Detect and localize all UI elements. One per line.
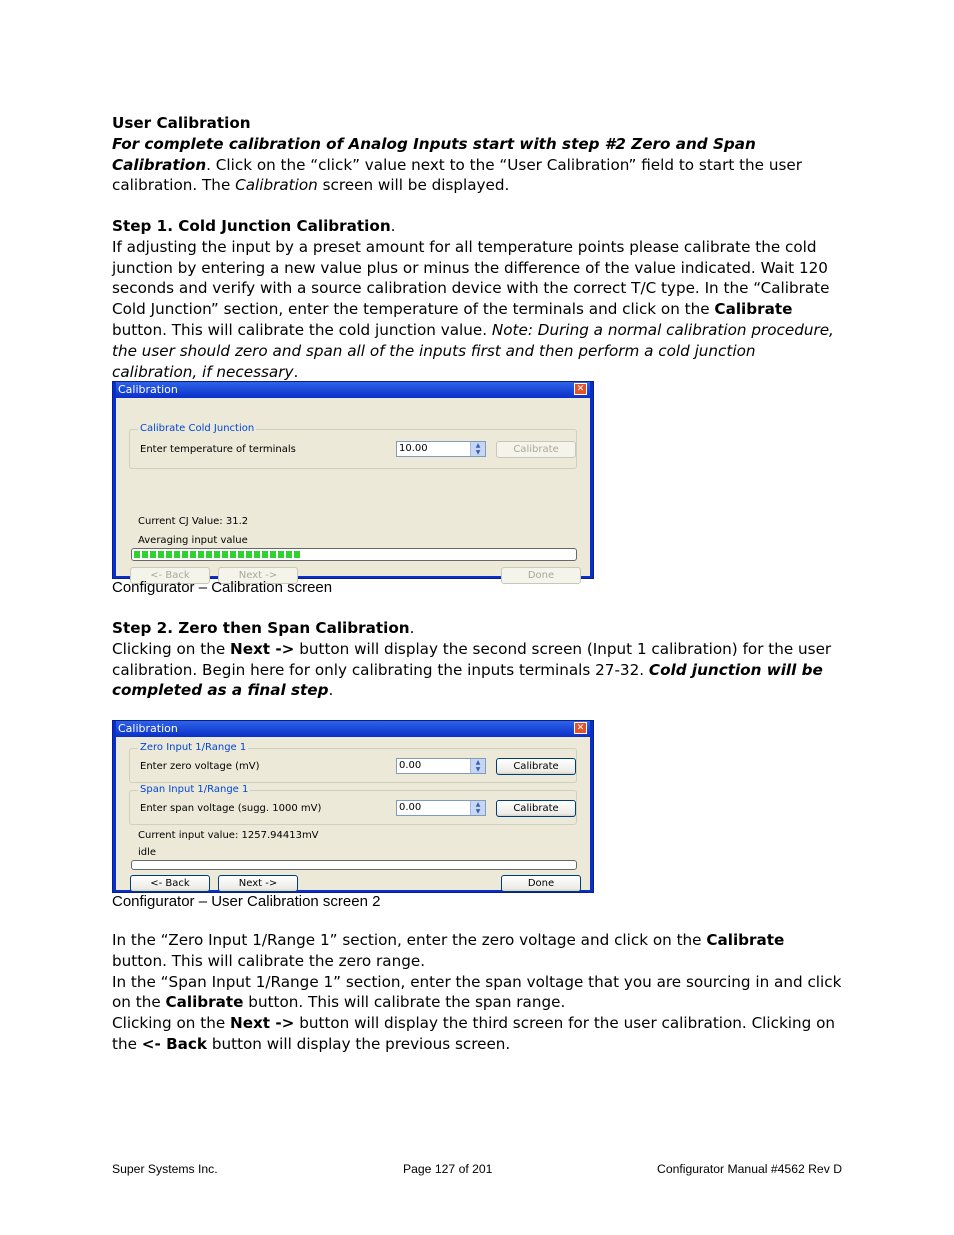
close-icon[interactable]: ✕: [574, 722, 587, 734]
done-button[interactable]: Done: [501, 875, 581, 892]
intro-emphasis: For complete calibration of Analog Inputs start with step #2 Zero and Span Calibration: [112, 134, 756, 174]
dialog1-body: [116, 398, 590, 581]
intro-text-b: screen will be displayed.: [317, 176, 510, 195]
terminal-temp-label: Enter temperature of terminals: [140, 444, 296, 455]
nav-text-a: Clicking on the: [112, 1014, 230, 1033]
footer-company: Super Systems Inc.: [112, 1162, 218, 1176]
step2-paragraph: [112, 639, 842, 701]
span-paragraph: [112, 972, 842, 1014]
zero-voltage-input[interactable]: [396, 758, 486, 774]
status-text: idle: [138, 847, 157, 858]
close-icon[interactable]: ✕: [574, 383, 587, 395]
step1-text-a: If adjusting the input by a preset amount for all temperature points please calibrate the cold junction by entering a new value plus or minus the difference of the value indicated. Wait 120 seconds and verify with a source calibration device with the correct T/C type. In the “Calibrate Cold Junction” section, enter the temperature of the terminals and click on the: [112, 237, 830, 319]
cold-junction-group: [129, 423, 577, 469]
current-input-value: Current input value: 1257.94413mV: [138, 830, 319, 841]
zero-text-a: In the “Zero Input 1/Range 1” section, enter the zero voltage and click on the: [112, 931, 707, 949]
step1-note-end: .: [293, 362, 299, 381]
dialog2-titlebar: [116, 721, 590, 737]
progress-bar: [131, 860, 577, 870]
zero-calibrate-button[interactable]: Calibrate: [496, 758, 576, 775]
spinner-arrows-icon[interactable]: ▲ ▼: [470, 442, 485, 456]
intro-italic: Calibration: [235, 176, 318, 195]
step2-heading-suffix: .: [409, 619, 415, 637]
caption-1: Configurator – Calibration screen: [112, 579, 333, 596]
span-voltage-label: Enter span voltage (sugg. 1000 mV): [140, 803, 322, 814]
step1-heading: [112, 216, 842, 237]
back-button[interactable]: <- Back: [130, 567, 210, 584]
zero-text-b: button. This will calibrate the zero range.: [112, 951, 426, 970]
dialog1-titlebar: [116, 382, 590, 398]
footer-page-number: Page 127 of 201: [403, 1162, 493, 1176]
step1-bold: Calibrate: [714, 300, 793, 319]
nav-paragraph: [112, 1013, 842, 1055]
footer-manual: Configurator Manual #4562 Rev D: [657, 1162, 842, 1176]
span-group-label: Span Input 1/Range 1: [140, 784, 249, 795]
caption-2: Configurator – User Calibration screen 2: [112, 893, 381, 910]
dialog2-title: Calibration: [118, 722, 178, 735]
zero-paragraph: [112, 930, 842, 972]
intro-paragraph: [112, 134, 842, 196]
step2-heading: [112, 618, 842, 639]
zero-voltage-label: Enter zero voltage (mV): [140, 761, 260, 772]
nav-bold-next: Next ->: [230, 1014, 295, 1033]
dialog1-title: Calibration: [118, 383, 178, 396]
current-cj-value: Current CJ Value: 31.2: [138, 516, 249, 527]
zero-group-label: Zero Input 1/Range 1: [140, 742, 247, 753]
cold-junction-group-label: Calibrate Cold Junction: [140, 423, 255, 434]
zero-input-group: [129, 742, 577, 783]
calibration-dialog-1: [112, 381, 594, 579]
nav-bold-back: <- Back: [141, 1034, 208, 1053]
status-text: Averaging input value: [138, 535, 248, 546]
progress-bar: [131, 548, 577, 561]
back-button[interactable]: <- Back: [130, 875, 210, 892]
section-title: User Calibration: [112, 114, 251, 132]
step2-text-b: button will display the second screen (Input 1 calibration) for the user calibration. Begin here for only calibrating the inputs terminals 27-32.: [112, 639, 832, 679]
span-input-group: [129, 784, 577, 825]
span-calibrate-button[interactable]: Calibrate: [496, 800, 576, 817]
spinner-arrows-icon[interactable]: ▲ ▼: [470, 801, 485, 815]
step2-end: .: [328, 681, 334, 700]
calibrate-button[interactable]: Calibrate: [496, 441, 576, 458]
step1-paragraph: [112, 237, 842, 383]
dialog2-body: [116, 737, 590, 890]
step2-emphasis: Cold junction will be completed as a final step: [112, 660, 823, 700]
calibration-dialog-2: [112, 720, 594, 893]
span-bold: Calibrate: [165, 993, 244, 1012]
nav-text-b: button will display the third screen for the user calibration. Clicking on the: [112, 1014, 835, 1053]
step1-heading-text: Step 1. Cold Junction Calibration: [112, 217, 391, 235]
zero-voltage-value: 0.00: [399, 760, 422, 771]
next-button[interactable]: Next ->: [218, 875, 298, 892]
done-button[interactable]: Done: [501, 567, 581, 584]
terminal-temp-value: 10.00: [399, 443, 428, 454]
span-voltage-input[interactable]: [396, 800, 486, 816]
step2-bold-next: Next ->: [230, 639, 295, 658]
progress-fill: [134, 551, 301, 558]
zero-bold: Calibrate: [706, 931, 785, 949]
span-text-b: button. This will calibrate the span range.: [243, 993, 566, 1012]
next-button[interactable]: Next ->: [218, 567, 298, 584]
span-text-a: In the “Span Input 1/Range 1” section, enter the span voltage that you are sourcing in and click on the: [112, 972, 842, 1012]
spinner-arrows-icon[interactable]: ▲ ▼: [470, 759, 485, 773]
step1-text-b: button. This will calibrate the cold junction value.: [112, 320, 492, 339]
step1-note: Note: During a normal calibration procedure, the user should zero and span all of the inputs first and then perform a cold junction calibration, if necessary: [112, 320, 834, 381]
span-voltage-value: 0.00: [399, 802, 422, 813]
terminal-temp-input[interactable]: [396, 441, 486, 457]
step2-text-a: Clicking on the: [112, 639, 230, 658]
step2-heading-text: Step 2. Zero then Span Calibration: [112, 619, 410, 637]
intro-text-a: . Click on the “click” value next to the “User Calibration” field to start the user calibration. The: [112, 155, 802, 195]
nav-text-c: button will display the previous screen.: [207, 1034, 511, 1053]
step1-heading-suffix: .: [390, 217, 396, 235]
